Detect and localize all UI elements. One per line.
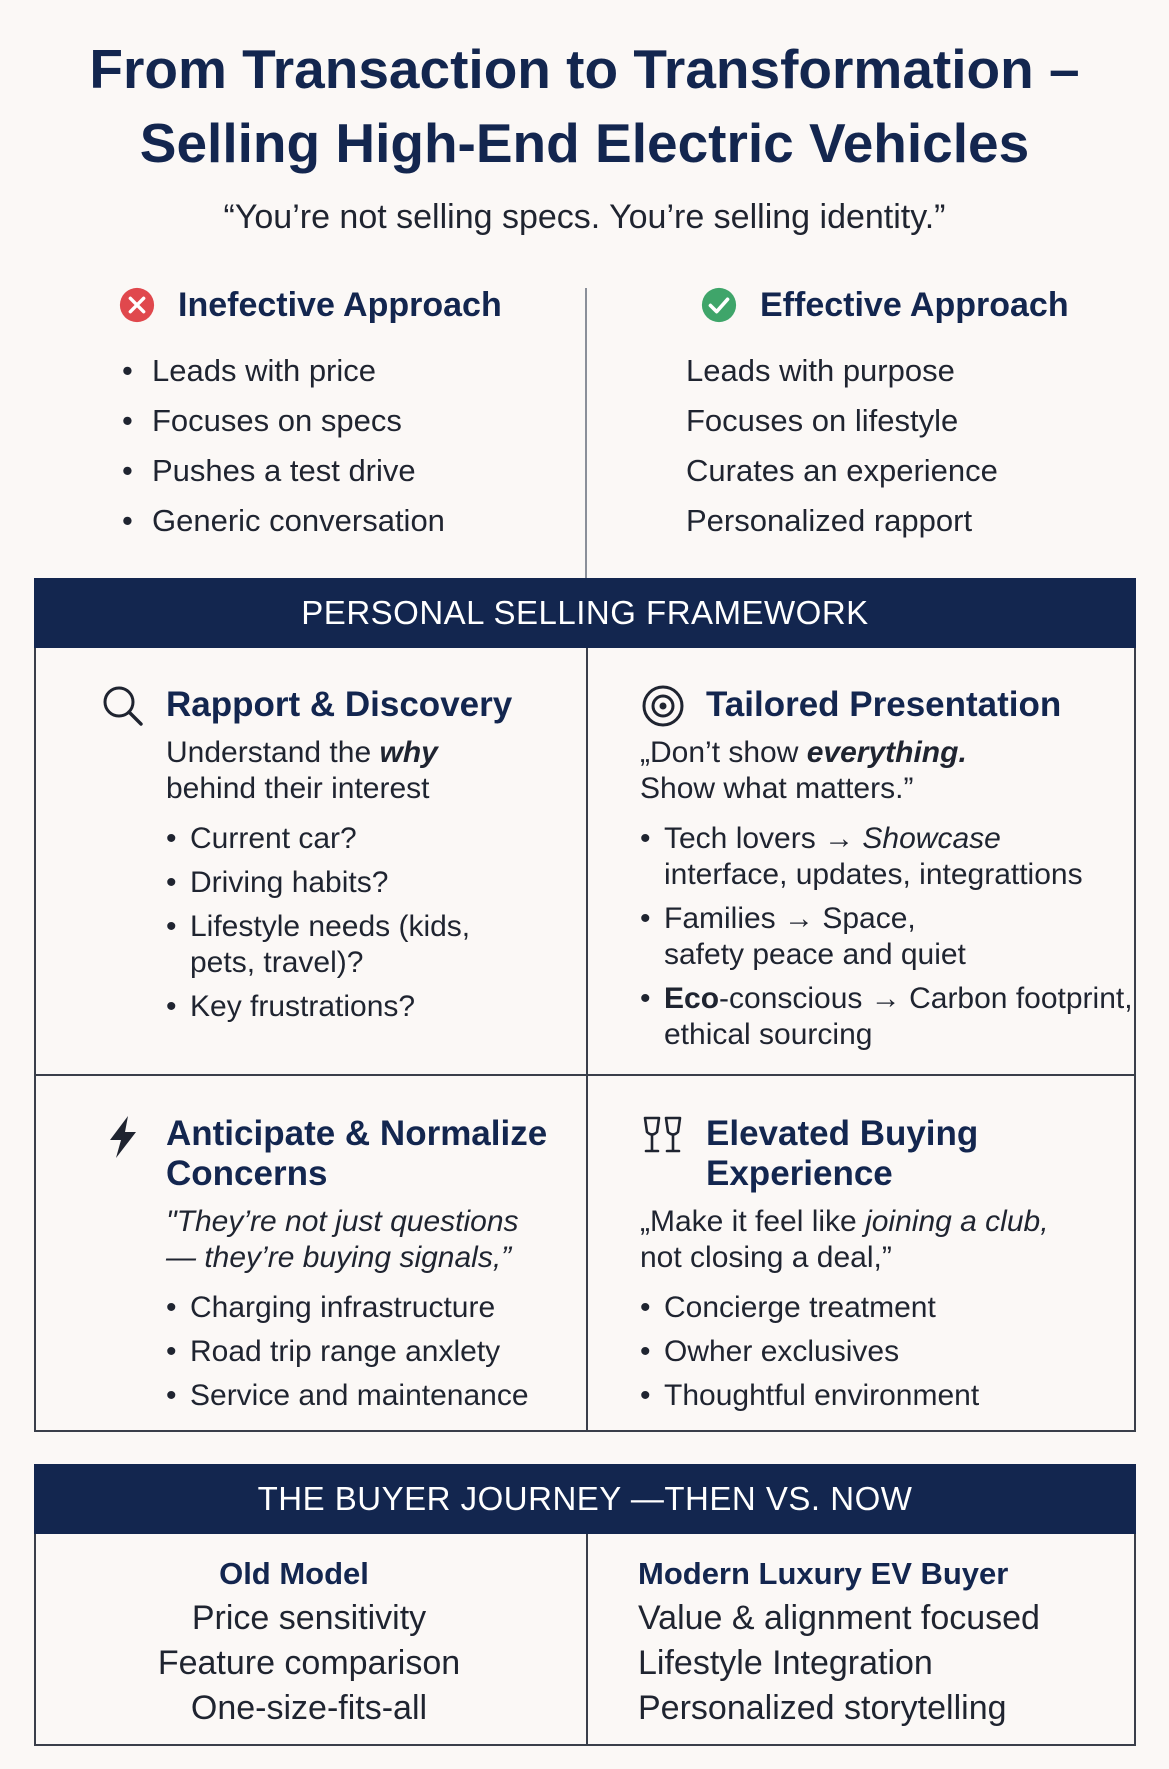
framework-band: PERSONAL SELLING FRAMEWORK <box>34 578 1136 648</box>
tailored-item3-rest: -conscious → Carbon footprint, ethical sourcing <box>664 982 1133 1051</box>
title-line-2: Selling High-End Electric Vehicles <box>139 112 1030 174</box>
old-model-heading: Old Model <box>219 1556 369 1591</box>
list-item: Personalized storytelling <box>638 1689 1007 1727</box>
list-item: • Owher exclusives <box>640 1334 1134 1370</box>
subtitle-quote: “You’re not selling specs. You’re selling identity.” <box>223 198 946 236</box>
framework-grid <box>34 648 1136 1432</box>
list-item: • Leads with price <box>122 346 502 396</box>
list-item <box>640 821 1134 893</box>
tailored-heading <box>640 683 1134 729</box>
list-item: • Charging infrastructure <box>166 1290 580 1326</box>
elevated-cell <box>640 1114 1134 1422</box>
effective-column <box>686 280 1069 546</box>
list-item: Focuses on lifestyle <box>686 403 959 438</box>
anticipate-heading-label <box>166 1114 547 1194</box>
tailored-quote <box>640 735 1134 807</box>
tailored-heading-label: Tailored Presentation <box>706 685 1062 724</box>
wine-glasses-icon <box>640 1114 686 1160</box>
grid-horizontal-divider <box>36 1074 1134 1076</box>
rapport-heading <box>100 683 570 729</box>
list-item: • Families → Space, safety peace and quiet <box>640 901 1000 973</box>
title-line-1: From Transaction to Transformation – <box>89 38 1080 100</box>
anticipate-list <box>166 1290 580 1414</box>
journey-vertical-divider <box>586 1534 588 1744</box>
list-item: • Thoughtful environment <box>640 1378 1134 1414</box>
old-model-column <box>34 1552 584 1731</box>
list-item: • Focuses on specs <box>122 396 502 446</box>
rapport-list <box>166 821 570 1025</box>
list-item: Value & alignment focused <box>638 1599 1040 1637</box>
ineffective-heading <box>118 280 502 330</box>
ineffective-column <box>118 280 502 546</box>
list-item: Personalized rapport <box>686 503 973 538</box>
elevated-list <box>640 1290 1134 1414</box>
effective-list <box>686 346 1069 546</box>
elevated-heading-line2: Experience <box>706 1154 893 1193</box>
grid-vertical-divider <box>586 648 588 1430</box>
rapport-sub-pre: Understand the <box>166 736 380 769</box>
list-item: Price sensitivity <box>191 1599 427 1637</box>
tailored-item1-label: Tech lovers → <box>664 822 863 855</box>
elevated-heading <box>640 1114 1134 1194</box>
anticipate-cell <box>100 1114 580 1422</box>
elevated-quote-pre: „Make it feel like <box>640 1205 866 1238</box>
ineffective-heading-label: Inefective Approach <box>178 285 502 324</box>
ineffective-list <box>122 346 502 546</box>
tailored-quote-post: Show what matters.” <box>640 772 914 805</box>
elevated-heading-line1: Elevated Buying <box>706 1114 979 1153</box>
list-item: Feature comparison <box>157 1644 461 1682</box>
effective-heading-label: Effective Approach <box>760 285 1069 324</box>
search-icon <box>100 683 146 729</box>
modern-buyer-column <box>638 1552 1040 1731</box>
anticipate-heading <box>100 1114 580 1194</box>
list-item: • Generic conversation <box>122 496 502 546</box>
target-icon <box>640 683 686 729</box>
anticipate-quote-line1: "They’re not just questions <box>166 1205 519 1238</box>
comparison-divider <box>585 288 587 578</box>
list-item: Leads with purpose <box>686 353 955 388</box>
list-item: • Road trip range anxlety <box>166 1334 580 1370</box>
list-item: One-size-fits-all <box>190 1689 428 1727</box>
list-item: • Current car? <box>166 821 570 857</box>
rapport-heading-label: Rapport & Discovery <box>166 685 513 724</box>
elevated-quote-line2: not closing a deal,” <box>640 1241 892 1274</box>
rapport-sub-post: behind their interest <box>166 772 430 805</box>
list-item: Curates an experience <box>686 453 998 488</box>
tailored-presentation-cell <box>640 683 1134 1061</box>
list-item: • Driving habits? <box>166 865 570 901</box>
effective-heading <box>700 280 1069 330</box>
tailored-quote-em: everything. <box>806 736 967 769</box>
lightning-icon <box>100 1114 146 1160</box>
check-circle-icon <box>700 286 738 324</box>
tailored-item1-rest: interface, updates, integrattions <box>664 858 1083 891</box>
x-circle-icon <box>118 286 156 324</box>
list-item: • Concierge treatment <box>640 1290 1134 1326</box>
list-item: Lifestyle Integration <box>638 1644 933 1682</box>
anticipate-heading-line2: Concerns <box>166 1154 328 1193</box>
anticipate-quote-line2: — they’re buying signals,” <box>166 1241 512 1274</box>
tailored-quote-pre: „Don’t show <box>640 736 807 769</box>
list-item: • Lifestyle needs (kids, pets, travel)? <box>166 909 506 981</box>
rapport-discovery-cell <box>100 683 570 1033</box>
elevated-heading-label <box>706 1114 978 1194</box>
modern-buyer-heading: Modern Luxury EV Buyer <box>638 1556 1009 1591</box>
anticipate-quote <box>166 1204 580 1276</box>
anticipate-heading-line1: Anticipate & Normalize <box>166 1114 548 1153</box>
tailored-list <box>640 821 1134 1053</box>
list-item <box>640 981 1134 1053</box>
elevated-quote-em: joining a club, <box>865 1205 1049 1238</box>
tailored-item3-bold: Eco <box>664 982 720 1015</box>
list-item: • Pushes a test drive <box>122 446 502 496</box>
rapport-subtext <box>166 735 570 807</box>
journey-band: THE BUYER JOURNEY —THEN VS. NOW <box>34 1464 1136 1534</box>
elevated-quote <box>640 1204 1134 1276</box>
list-item: • Key frustrations? <box>166 989 570 1025</box>
list-item: • Service and maintenance <box>166 1378 580 1414</box>
tailored-item1-em: Showcase <box>862 822 1001 855</box>
page-title <box>0 32 1169 180</box>
rapport-sub-em: why <box>379 736 438 769</box>
